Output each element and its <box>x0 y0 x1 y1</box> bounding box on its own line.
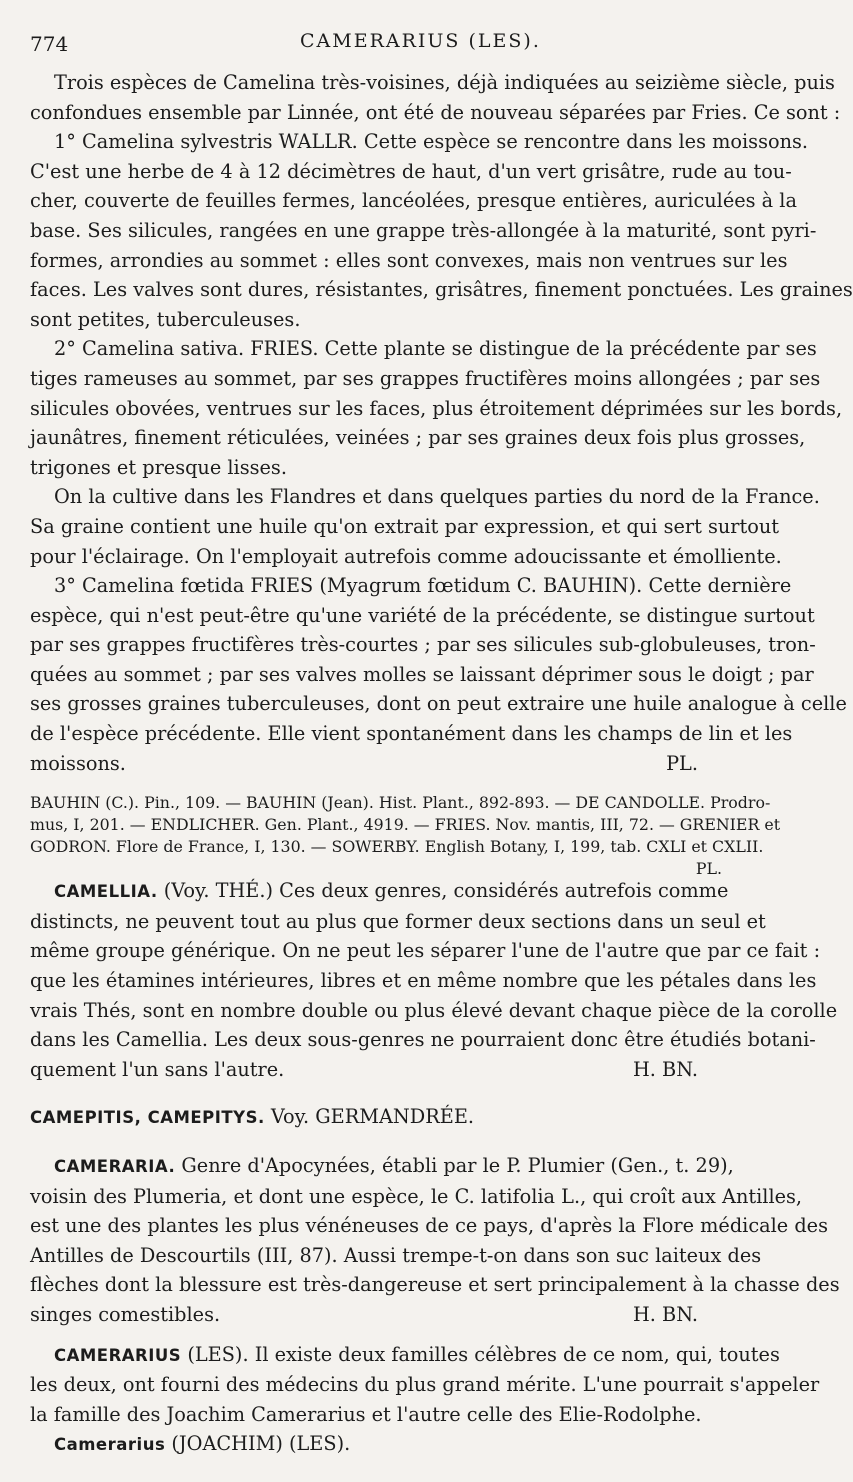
text-line: faces. Les valves sont dures, résistantes, grisâtres, finement ponctuées. Les graines <box>30 278 853 302</box>
text-line <box>30 876 758 907</box>
text-line: quées au sommet ; par ses valves molles se laissant déprimer sous le doigt ; par <box>30 662 814 686</box>
entry-headword: CAMERARIUS <box>54 1345 182 1365</box>
text-line: jaunâtres, finement réticulées, veinées ; par ses graines deux fois plus grosses, <box>30 426 806 450</box>
camellia-article <box>30 876 838 1084</box>
text-line: par ses grappes fructifères très-courtes ; par ses silicules sub-globuleuses, tron- <box>30 633 816 657</box>
text-line <box>30 1151 758 1182</box>
text-line: les deux, ont fourni des médecins du plus grand mérite. L'une pourrait s'appeler <box>30 1373 820 1397</box>
text-line: formes, arrondies au sommet : elles sont convexes, mais non ventrues sur les <box>30 248 788 272</box>
text-line: cher, couverte de feuilles fermes, lancéolées, presque entières, auriculées à la <box>30 189 797 213</box>
text-line: de l'espèce précédente. Elle vient spontanément dans les champs de lin et les <box>30 722 793 746</box>
text-line-end: quement l'un sans l'autre. <box>30 1057 285 1081</box>
page-number: 774 <box>30 32 69 56</box>
spacer <box>30 1084 758 1102</box>
text-line-rest: (JOACHIM) (LES). <box>171 1432 351 1456</box>
text-line: tiges rameuses au sommet, par ses grappes fructifères moins allongées ; par ses <box>30 366 821 390</box>
bibliography <box>30 792 781 879</box>
text-line: Antilles de Descourtils (III, 87). Aussi trempe-t-on dans son suc laiteux des <box>30 1243 762 1267</box>
text-line-rest: Genre d'Apocynées, établi par le P. Plumier (Gen., t. 29), <box>181 1154 734 1177</box>
author-signature: H. BN. <box>632 1302 698 1326</box>
text-line: distincts, ne peuvent tout au plus que former deux sections dans un seul et <box>30 909 766 933</box>
text-line: vrais Thés, sont en nombre double ou plus élevé devant chaque pièce de la corolle <box>30 998 838 1022</box>
sub-entry-headword: Camerarius <box>54 1435 166 1455</box>
text-line: Sa graine contient une huile qu'on extrait par expression, et qui sert surtout <box>30 514 780 538</box>
text-line: ses grosses graines tuberculeuses, dont on peut extraire une huile analogue à celle <box>30 692 847 716</box>
text-line: C'est une herbe de 4 à 12 décimètres de haut, d'un vert grisâtre, rude au tou- <box>30 159 792 183</box>
author-signature: PL. <box>695 859 722 879</box>
spacer <box>30 858 758 876</box>
reference-line: BAUHIN (C.). Pin., 109. — BAUHIN (Jean). Hist. Plant., 892-893. — DE CANDOLLE. Prodro- <box>30 793 771 813</box>
author-signature: PL. <box>666 751 698 775</box>
entry-headword: CAMELLIA. <box>54 882 158 902</box>
text-line: 3° Camelina fœtida FRIES (Myagrum fœtidum C. BAUHIN). Cette dernière <box>54 574 792 598</box>
text-line <box>30 1429 758 1460</box>
text-line: pour l'éclairage. On l'employait autrefois comme adoucissante et émolliente. <box>30 544 782 568</box>
text-line: confondues ensemble par Linnée, ont été de nouveau séparées par Fries. Ce sont : <box>30 100 841 124</box>
camerarius-article <box>30 1340 820 1460</box>
text-line: base. Ses silicules, rangées en une grappe très-allongée à la maturité, sont pyri- <box>30 218 817 242</box>
text-line: Trois espèces de Camelina très-voisines, déjà indiquées au seizième siècle, puis <box>54 71 835 94</box>
cross-reference: Voy. GERMANDRÉE. <box>270 1105 475 1129</box>
text-line: est une des plantes les plus vénéneuses de ce pays, d'après la Flore médicale des <box>30 1214 828 1238</box>
text-line <box>30 749 758 779</box>
running-head <box>30 22 758 68</box>
text-line: 1° Camelina sylvestris WALLR. Cette espèce se rencontre dans les moissons. <box>54 130 809 154</box>
entry-headword: CAMEPITIS, CAMEPITYS. <box>30 1108 265 1128</box>
text-line: espèce, qui n'est peut-être qu'une variété de la précédente, se distingue surtout <box>30 603 815 627</box>
text-line-rest: (Voy. THÉ.) Ces deux genres, considérés autrefois comme <box>163 879 729 903</box>
running-title: CAMERARIUS (LES). <box>300 30 541 52</box>
text-line: sont petites, tuberculeuses. <box>30 307 301 331</box>
text-line: silicules obovées, ventrues sur les faces, plus étroitement déprimées sur les bords, <box>30 396 843 420</box>
reference-line: GODRON. Flore de France, I, 130. — SOWERBY. English Botany, I, 199, tab. CXLI et CXLII. <box>30 837 764 857</box>
text-line-end: singes comestibles. <box>30 1302 221 1326</box>
camelina-article <box>30 68 853 778</box>
cameraria-article <box>30 1151 840 1330</box>
reference-line: mus, I, 201. — ENDLICHER. Gen. Plant., 4919. — FRIES. Nov. mantis, III, 72. — GRENIER et <box>30 815 781 835</box>
text-line <box>30 1300 758 1330</box>
text-line-rest: (LES). Il existe deux familles célèbres de ce nom, qui, toutes <box>187 1342 780 1366</box>
entry-headword: CAMERARIA. <box>54 1157 176 1176</box>
text-line: que les étamines intérieures, libres et en même nombre que les pétales dans les <box>30 969 817 993</box>
text-line-end: moissons. <box>30 751 126 775</box>
text-line: 2° Camelina sativa. FRIES. Cette plante se distingue de la précédente par ses <box>54 337 817 361</box>
camepitis-article <box>30 1102 758 1133</box>
spacer <box>30 1330 758 1340</box>
author-signature: H. BN. <box>632 1057 698 1081</box>
text-line: dans les Camellia. Les deux sous-genres ne pourraient donc être étudiés botani- <box>30 1028 816 1052</box>
text-line <box>30 1102 758 1133</box>
text-line <box>30 1340 780 1371</box>
text-line: même groupe générique. On ne peut les séparer l'une de l'autre que par ce fait : <box>30 939 821 963</box>
text-line: flèches dont la blessure est très-dangereuse et sert principalement à la chasse des <box>30 1273 840 1297</box>
text-line <box>30 1055 758 1085</box>
text-line: trigones et presque lisses. <box>30 455 287 479</box>
text-line: voisin des Plumeria, et dont une espèce, le C. latifolia L., qui croît aux Antilles, <box>30 1184 803 1208</box>
text-line: la famille des Joachim Camerarius et l'autre celle des Elie-Rodolphe. <box>30 1402 702 1426</box>
text-line: On la cultive dans les Flandres et dans quelques parties du nord de la France. <box>54 485 820 509</box>
spacer <box>30 1133 758 1151</box>
